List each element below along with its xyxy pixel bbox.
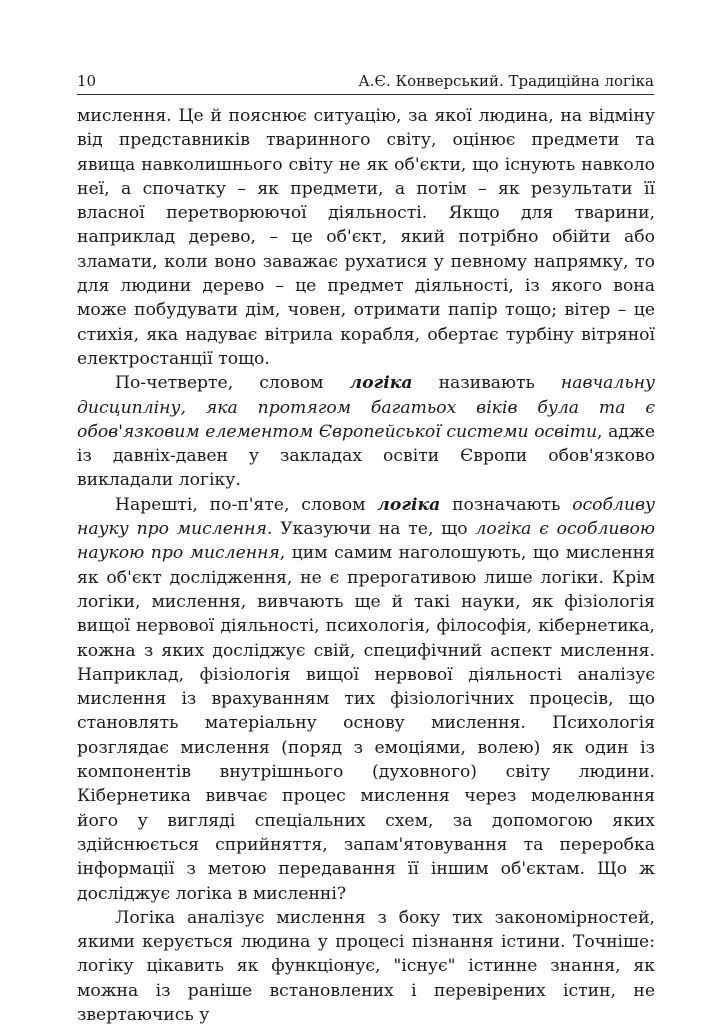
paragraph-text: , адже із давніх-давен у закладах освіти Європи обов'язково викладали логіку. bbox=[77, 421, 655, 491]
term-logic: логіка bbox=[377, 494, 441, 515]
paragraph-2 bbox=[77, 371, 655, 492]
paragraph-text: Нарешті, по-п'яте, словом bbox=[115, 494, 378, 515]
emphasis-text: навчальну дисципліну, яка протягом багатьох віків була та є обов'язковим елементом Європейської системи освіти bbox=[77, 373, 655, 442]
emphasis-text: логіка є особливою наукою про мислення bbox=[77, 519, 655, 564]
page-header bbox=[77, 70, 654, 95]
paragraph-text: Логіка аналізує мислення з боку тих закономірностей, якими керується людина у процесі пізнання істини. Точніше: логіку цікавить як функціонує, "існує" істинне знання, як можна із раніше встановлених і перевірених істин, не звертаючись у bbox=[77, 907, 655, 1025]
paragraph-text: По-четверте, словом bbox=[115, 373, 350, 394]
emphasis-text: особливу науку про мислення bbox=[77, 494, 655, 540]
paragraph-text: називають bbox=[412, 373, 561, 394]
paragraph-4 bbox=[77, 906, 655, 1027]
term-logic: логіка bbox=[349, 373, 413, 394]
page-body bbox=[77, 104, 655, 1027]
paragraph-text: , цим самим наголошують, що мислення як об'єкт дослідження, не є прерогативою лише логіки. Крім логіки, мислення, вивчають ще й такі науки, як фізіологія вищої нервової діяльності, психологія, філософія, кібернетика, кожна з яких досліджує свій, специфічний аспект мислення. Наприклад, фізіологія вищої нервової діяльності аналізує мислення із врахуванням тих фізіологічних процесів, що становлять матеріальну основу мислення. Психологія розглядає мислення (поряд з емоціями, волею) як один із компонентів внутрішнього (духовного) світу людини. Кібернетика вивчає процес мислення через моделювання його у вигляді спеціальних схем, за допомогою яких здійснюється сприйняття, запам'ятовування та переробка інформації з метою передавання її іншим об'єктам. Що ж досліджує логіка в мисленні? bbox=[77, 543, 655, 904]
paragraph-text: позначають bbox=[440, 494, 573, 515]
paragraph-3 bbox=[77, 493, 655, 906]
running-title: А.Є. Конверський. Традиційна логіка bbox=[358, 72, 654, 90]
paragraph-text: мислення. Це й пояснює ситуацію, за якої людина, на відміну від представників тваринного світу, оцінює предмети та явища навколишнього світу не як об'єкти, що існують навколо неї, а спочатку – як предмети, а потім – як результати її власної перетворюючої діяльності. Якщо для тварини, наприклад дерево, – це об'єкт, який потрібно обійти або зламати, коли воно заважає рухатися у певному напрямку, то для людини дерево – це предмет діяльності, із якого вона може побудувати дім, човен, отримати папір тощо; вітер – це стихія, яка надуває вітрила корабля, обертає турбіну вітряної електростанції тощо. bbox=[77, 106, 655, 369]
page-number: 10 bbox=[77, 72, 97, 90]
paragraph-text: . Указуючи на те, що bbox=[266, 519, 476, 540]
paragraph-1 bbox=[77, 104, 655, 371]
